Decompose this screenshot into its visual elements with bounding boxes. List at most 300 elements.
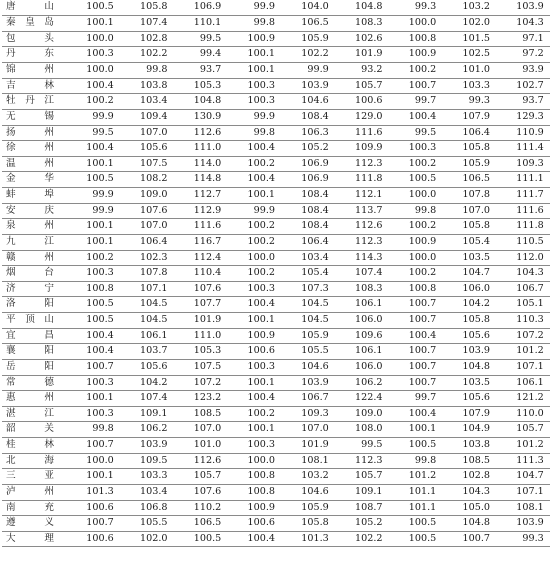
table-row xyxy=(2,16,550,32)
index-value-cell: 104.6 xyxy=(281,359,335,375)
table-row xyxy=(2,531,550,547)
index-value-cell: 100.9 xyxy=(227,328,281,344)
index-value-cell: 111.0 xyxy=(174,328,228,344)
index-value-cell: 107.6 xyxy=(174,484,228,500)
index-value-cell: 106.1 xyxy=(496,375,550,391)
table-row xyxy=(2,63,550,79)
index-value-cell: 106.7 xyxy=(496,281,550,297)
index-value-cell: 100.5 xyxy=(174,531,228,547)
index-value-cell: 101.3 xyxy=(281,531,335,547)
index-value-cell: 106.0 xyxy=(335,313,389,329)
city-name-cell: 岳阳 xyxy=(2,359,66,375)
index-value-cell: 101.2 xyxy=(496,438,550,454)
index-value-cell: 104.5 xyxy=(120,313,174,329)
index-value-cell: 100.7 xyxy=(389,313,443,329)
index-value-cell: 103.4 xyxy=(120,94,174,110)
table-row xyxy=(2,219,550,235)
index-value-cell: 100.7 xyxy=(442,531,496,547)
index-value-cell: 103.9 xyxy=(281,78,335,94)
index-value-cell: 100.3 xyxy=(227,78,281,94)
index-value-cell: 111.6 xyxy=(335,125,389,141)
index-value-cell: 111.3 xyxy=(496,453,550,469)
table-row xyxy=(2,344,550,360)
index-value-cell: 106.2 xyxy=(120,422,174,438)
table-row xyxy=(2,266,550,282)
index-value-cell: 114.3 xyxy=(335,250,389,266)
index-value-cell: 105.6 xyxy=(120,359,174,375)
index-value-cell: 100.1 xyxy=(389,422,443,438)
index-value-cell: 107.2 xyxy=(496,328,550,344)
index-value-cell: 105.6 xyxy=(120,141,174,157)
city-name-cell: 秦皇岛 xyxy=(2,16,66,32)
city-name-cell: 无锡 xyxy=(2,109,66,125)
index-value-cell: 104.3 xyxy=(496,266,550,282)
index-value-cell: 107.5 xyxy=(174,359,228,375)
index-value-cell: 110.3 xyxy=(496,313,550,329)
index-value-cell: 100.2 xyxy=(227,219,281,235)
index-value-cell: 93.7 xyxy=(174,63,228,79)
index-value-cell: 100.0 xyxy=(227,250,281,266)
table-row xyxy=(2,375,550,391)
index-value-cell: 100.1 xyxy=(66,469,120,485)
index-value-cell: 106.5 xyxy=(442,172,496,188)
index-value-cell: 100.1 xyxy=(66,156,120,172)
index-value-cell: 112.3 xyxy=(335,453,389,469)
index-value-cell: 112.6 xyxy=(174,453,228,469)
index-value-cell: 109.1 xyxy=(120,406,174,422)
index-value-cell: 129.0 xyxy=(335,109,389,125)
index-value-cell: 112.6 xyxy=(335,219,389,235)
table-row xyxy=(2,297,550,313)
index-value-cell: 111.4 xyxy=(496,141,550,157)
index-value-cell: 112.9 xyxy=(174,203,228,219)
index-value-cell: 100.7 xyxy=(66,516,120,532)
index-value-cell: 107.9 xyxy=(442,406,496,422)
index-value-cell: 100.4 xyxy=(66,141,120,157)
index-value-cell: 100.9 xyxy=(227,500,281,516)
index-value-cell: 100.7 xyxy=(389,344,443,360)
index-value-cell: 108.0 xyxy=(335,422,389,438)
index-value-cell: 105.4 xyxy=(281,266,335,282)
index-value-cell: 106.0 xyxy=(442,281,496,297)
index-value-cell: 101.0 xyxy=(174,438,228,454)
index-value-cell: 100.3 xyxy=(227,359,281,375)
table-row xyxy=(2,0,550,16)
city-name-cell: 牡丹江 xyxy=(2,94,66,110)
index-value-cell: 106.8 xyxy=(120,500,174,516)
index-value-cell: 99.7 xyxy=(389,94,443,110)
index-value-cell: 100.7 xyxy=(66,438,120,454)
index-value-cell: 122.4 xyxy=(335,391,389,407)
index-value-cell: 109.1 xyxy=(335,484,389,500)
index-value-cell: 106.5 xyxy=(281,16,335,32)
index-value-cell: 106.4 xyxy=(120,234,174,250)
index-value-cell: 100.5 xyxy=(389,516,443,532)
index-value-cell: 105.7 xyxy=(174,469,228,485)
index-value-cell: 100.9 xyxy=(227,31,281,47)
table-row xyxy=(2,250,550,266)
index-value-cell: 105.9 xyxy=(281,31,335,47)
index-value-cell: 99.5 xyxy=(174,31,228,47)
index-value-cell: 100.1 xyxy=(66,234,120,250)
index-value-cell: 100.8 xyxy=(389,281,443,297)
index-value-cell: 114.8 xyxy=(174,172,228,188)
index-value-cell: 104.7 xyxy=(496,469,550,485)
table-row xyxy=(2,391,550,407)
index-value-cell: 103.3 xyxy=(120,469,174,485)
index-value-cell: 112.6 xyxy=(174,125,228,141)
table-row xyxy=(2,203,550,219)
index-value-cell: 102.7 xyxy=(496,78,550,94)
index-value-cell: 100.5 xyxy=(66,172,120,188)
index-value-cell: 105.3 xyxy=(174,78,228,94)
index-value-cell: 101.1 xyxy=(389,500,443,516)
index-value-cell: 107.4 xyxy=(120,391,174,407)
index-value-cell: 105.6 xyxy=(442,391,496,407)
price-index-table xyxy=(2,0,550,547)
index-value-cell: 101.9 xyxy=(281,438,335,454)
index-value-cell: 100.7 xyxy=(389,359,443,375)
index-value-cell: 100.4 xyxy=(227,172,281,188)
index-value-cell: 107.4 xyxy=(335,266,389,282)
index-value-cell: 100.1 xyxy=(66,16,120,32)
index-value-cell: 100.2 xyxy=(227,156,281,172)
index-value-cell: 104.3 xyxy=(496,16,550,32)
index-value-cell: 100.0 xyxy=(66,63,120,79)
index-value-cell: 105.6 xyxy=(442,328,496,344)
table-row xyxy=(2,453,550,469)
index-value-cell: 106.3 xyxy=(281,125,335,141)
index-value-cell: 100.3 xyxy=(66,266,120,282)
index-value-cell: 111.6 xyxy=(174,219,228,235)
index-value-cell: 103.5 xyxy=(442,375,496,391)
index-value-cell: 99.9 xyxy=(66,109,120,125)
city-name-cell: 襄阳 xyxy=(2,344,66,360)
index-value-cell: 100.9 xyxy=(389,234,443,250)
index-value-cell: 100.1 xyxy=(227,47,281,63)
city-name-cell: 锦州 xyxy=(2,63,66,79)
index-value-cell: 108.5 xyxy=(174,406,228,422)
index-value-cell: 100.0 xyxy=(389,250,443,266)
index-value-cell: 102.2 xyxy=(281,47,335,63)
index-value-cell: 108.1 xyxy=(496,500,550,516)
index-value-cell: 107.2 xyxy=(174,375,228,391)
index-value-cell: 106.5 xyxy=(174,516,228,532)
index-value-cell: 100.2 xyxy=(227,266,281,282)
index-value-cell: 97.2 xyxy=(496,47,550,63)
index-value-cell: 100.3 xyxy=(227,281,281,297)
index-value-cell: 111.0 xyxy=(174,141,228,157)
index-value-cell: 107.0 xyxy=(174,422,228,438)
index-value-cell: 100.0 xyxy=(66,31,120,47)
index-value-cell: 112.1 xyxy=(335,188,389,204)
table-row xyxy=(2,109,550,125)
city-name-cell: 烟台 xyxy=(2,266,66,282)
index-value-cell: 107.0 xyxy=(281,422,335,438)
city-name-cell: 九江 xyxy=(2,234,66,250)
city-name-cell: 吉林 xyxy=(2,78,66,94)
index-value-cell: 107.6 xyxy=(174,281,228,297)
index-value-cell: 100.1 xyxy=(227,313,281,329)
index-value-cell: 100.6 xyxy=(66,531,120,547)
index-value-cell: 100.4 xyxy=(389,328,443,344)
index-value-cell: 108.3 xyxy=(335,16,389,32)
index-value-cell: 100.5 xyxy=(66,313,120,329)
index-value-cell: 104.3 xyxy=(442,484,496,500)
index-value-cell: 99.8 xyxy=(227,125,281,141)
index-value-cell: 106.9 xyxy=(281,172,335,188)
city-name-cell: 丹东 xyxy=(2,47,66,63)
index-value-cell: 107.1 xyxy=(120,281,174,297)
index-value-cell: 100.4 xyxy=(227,531,281,547)
index-value-cell: 105.8 xyxy=(442,313,496,329)
index-value-cell: 104.5 xyxy=(281,313,335,329)
index-value-cell: 100.7 xyxy=(389,78,443,94)
city-name-cell: 扬州 xyxy=(2,125,66,141)
index-value-cell: 105.7 xyxy=(335,78,389,94)
index-value-cell: 110.2 xyxy=(174,500,228,516)
table-row xyxy=(2,313,550,329)
index-value-cell: 100.5 xyxy=(66,0,120,16)
city-name-cell: 温州 xyxy=(2,156,66,172)
index-value-cell: 109.5 xyxy=(120,453,174,469)
table-row xyxy=(2,47,550,63)
index-value-cell: 99.8 xyxy=(389,203,443,219)
city-name-cell: 泸州 xyxy=(2,484,66,500)
index-value-cell: 104.8 xyxy=(442,516,496,532)
index-value-cell: 111.6 xyxy=(496,203,550,219)
index-value-cell: 107.4 xyxy=(120,16,174,32)
table-row xyxy=(2,31,550,47)
index-value-cell: 101.9 xyxy=(174,313,228,329)
index-value-cell: 105.2 xyxy=(281,141,335,157)
index-value-cell: 108.4 xyxy=(281,203,335,219)
index-value-cell: 99.8 xyxy=(227,16,281,32)
index-value-cell: 111.7 xyxy=(496,188,550,204)
index-value-cell: 100.2 xyxy=(66,94,120,110)
city-name-cell: 金华 xyxy=(2,172,66,188)
index-value-cell: 93.7 xyxy=(496,94,550,110)
table-row xyxy=(2,422,550,438)
index-value-cell: 106.1 xyxy=(120,328,174,344)
index-value-cell: 100.4 xyxy=(66,328,120,344)
index-value-cell: 107.8 xyxy=(120,266,174,282)
index-value-cell: 102.0 xyxy=(120,531,174,547)
index-value-cell: 106.1 xyxy=(335,297,389,313)
index-value-cell: 116.7 xyxy=(174,234,228,250)
table-row xyxy=(2,234,550,250)
index-value-cell: 100.8 xyxy=(227,484,281,500)
index-value-cell: 100.4 xyxy=(227,141,281,157)
city-name-cell: 安庆 xyxy=(2,203,66,219)
index-value-cell: 100.7 xyxy=(66,359,120,375)
index-value-cell: 110.1 xyxy=(174,16,228,32)
index-value-cell: 103.2 xyxy=(281,469,335,485)
index-value-cell: 105.8 xyxy=(281,516,335,532)
index-value-cell: 109.6 xyxy=(335,328,389,344)
index-value-cell: 100.4 xyxy=(66,78,120,94)
table-row xyxy=(2,141,550,157)
index-value-cell: 112.4 xyxy=(174,250,228,266)
index-value-cell: 100.2 xyxy=(389,219,443,235)
city-name-cell: 桂林 xyxy=(2,438,66,454)
index-value-cell: 100.1 xyxy=(227,188,281,204)
index-value-cell: 112.0 xyxy=(496,250,550,266)
city-name-cell: 洛阳 xyxy=(2,297,66,313)
index-value-cell: 100.3 xyxy=(389,141,443,157)
table-row xyxy=(2,328,550,344)
index-value-cell: 109.3 xyxy=(281,406,335,422)
city-name-cell: 三亚 xyxy=(2,469,66,485)
index-value-cell: 123.2 xyxy=(174,391,228,407)
table-row xyxy=(2,469,550,485)
index-value-cell: 105.5 xyxy=(120,516,174,532)
city-name-cell: 泉州 xyxy=(2,219,66,235)
index-value-cell: 103.7 xyxy=(120,344,174,360)
index-value-cell: 100.6 xyxy=(335,94,389,110)
city-name-cell: 包头 xyxy=(2,31,66,47)
index-value-cell: 112.7 xyxy=(174,188,228,204)
index-value-cell: 100.0 xyxy=(66,453,120,469)
index-value-cell: 105.7 xyxy=(335,469,389,485)
city-name-cell: 唐山 xyxy=(2,0,66,16)
index-value-cell: 104.9 xyxy=(442,422,496,438)
index-value-cell: 105.8 xyxy=(442,219,496,235)
index-value-cell: 100.2 xyxy=(227,234,281,250)
index-value-cell: 112.3 xyxy=(335,234,389,250)
index-value-cell: 106.4 xyxy=(442,125,496,141)
index-value-cell: 107.1 xyxy=(496,484,550,500)
city-name-cell: 韶关 xyxy=(2,422,66,438)
index-value-cell: 107.9 xyxy=(442,109,496,125)
index-value-cell: 103.9 xyxy=(281,375,335,391)
city-name-cell: 济宁 xyxy=(2,281,66,297)
city-name-cell: 遵义 xyxy=(2,516,66,532)
index-value-cell: 101.5 xyxy=(442,31,496,47)
index-value-cell: 101.9 xyxy=(335,47,389,63)
index-value-cell: 113.7 xyxy=(335,203,389,219)
index-value-cell: 103.8 xyxy=(442,438,496,454)
index-value-cell: 99.7 xyxy=(389,391,443,407)
index-value-cell: 100.2 xyxy=(389,266,443,282)
table-row xyxy=(2,156,550,172)
index-value-cell: 105.5 xyxy=(281,344,335,360)
index-value-cell: 105.9 xyxy=(281,500,335,516)
index-value-cell: 100.3 xyxy=(227,438,281,454)
index-value-cell: 104.5 xyxy=(281,297,335,313)
index-value-cell: 104.8 xyxy=(174,94,228,110)
index-value-cell: 108.5 xyxy=(442,453,496,469)
index-value-cell: 101.2 xyxy=(389,469,443,485)
city-name-cell: 宜昌 xyxy=(2,328,66,344)
index-value-cell: 105.8 xyxy=(442,141,496,157)
index-value-cell: 103.3 xyxy=(442,78,496,94)
index-value-cell: 100.4 xyxy=(66,344,120,360)
index-value-cell: 103.5 xyxy=(442,250,496,266)
index-value-cell: 104.8 xyxy=(442,359,496,375)
index-value-cell: 102.8 xyxy=(442,469,496,485)
index-value-cell: 100.1 xyxy=(66,391,120,407)
index-value-cell: 111.1 xyxy=(496,172,550,188)
index-value-cell: 107.7 xyxy=(174,297,228,313)
index-value-cell: 99.9 xyxy=(227,203,281,219)
index-value-cell: 99.5 xyxy=(389,125,443,141)
index-value-cell: 101.0 xyxy=(442,63,496,79)
price-index-table-sheet xyxy=(2,0,544,547)
index-value-cell: 107.5 xyxy=(120,156,174,172)
index-value-cell: 100.4 xyxy=(227,297,281,313)
index-value-cell: 105.1 xyxy=(496,297,550,313)
index-value-cell: 104.6 xyxy=(281,94,335,110)
index-value-cell: 100.1 xyxy=(227,375,281,391)
index-value-cell: 103.4 xyxy=(120,484,174,500)
index-value-cell: 109.9 xyxy=(335,141,389,157)
table-row xyxy=(2,359,550,375)
index-value-cell: 99.4 xyxy=(174,47,228,63)
city-name-cell: 北海 xyxy=(2,453,66,469)
index-value-cell: 100.2 xyxy=(66,250,120,266)
table-row xyxy=(2,94,550,110)
index-value-cell: 108.4 xyxy=(281,188,335,204)
index-value-cell: 111.8 xyxy=(335,172,389,188)
index-value-cell: 110.5 xyxy=(496,234,550,250)
index-value-cell: 108.3 xyxy=(335,281,389,297)
index-value-cell: 111.8 xyxy=(496,219,550,235)
index-value-cell: 99.3 xyxy=(442,94,496,110)
index-value-cell: 102.6 xyxy=(335,31,389,47)
table-row xyxy=(2,281,550,297)
index-value-cell: 100.6 xyxy=(227,516,281,532)
city-name-cell: 惠州 xyxy=(2,391,66,407)
index-value-cell: 102.5 xyxy=(442,47,496,63)
index-value-cell: 100.8 xyxy=(389,31,443,47)
index-value-cell: 100.1 xyxy=(66,219,120,235)
index-value-cell: 101.3 xyxy=(66,484,120,500)
index-value-cell: 99.9 xyxy=(227,109,281,125)
index-value-cell: 100.4 xyxy=(389,406,443,422)
index-value-cell: 110.4 xyxy=(174,266,228,282)
index-value-cell: 103.4 xyxy=(281,250,335,266)
index-value-cell: 109.0 xyxy=(120,188,174,204)
index-value-cell: 99.9 xyxy=(281,63,335,79)
index-value-cell: 109.0 xyxy=(335,406,389,422)
index-value-cell: 103.9 xyxy=(496,516,550,532)
index-value-cell: 100.5 xyxy=(389,531,443,547)
index-value-cell: 102.2 xyxy=(335,531,389,547)
index-value-cell: 103.9 xyxy=(496,0,550,16)
index-value-cell: 100.6 xyxy=(227,344,281,360)
index-value-cell: 100.3 xyxy=(227,94,281,110)
index-value-cell: 100.5 xyxy=(66,297,120,313)
table-row xyxy=(2,172,550,188)
index-value-cell: 104.2 xyxy=(120,375,174,391)
index-value-cell: 105.8 xyxy=(120,0,174,16)
table-body xyxy=(2,0,550,547)
index-value-cell: 100.2 xyxy=(389,156,443,172)
index-value-cell: 114.0 xyxy=(174,156,228,172)
index-value-cell: 107.6 xyxy=(120,203,174,219)
index-value-cell: 100.7 xyxy=(389,375,443,391)
index-value-cell: 100.0 xyxy=(389,188,443,204)
index-value-cell: 93.2 xyxy=(335,63,389,79)
index-value-cell: 106.0 xyxy=(335,359,389,375)
index-value-cell: 101.1 xyxy=(389,484,443,500)
table-row xyxy=(2,438,550,454)
index-value-cell: 106.4 xyxy=(281,234,335,250)
index-value-cell: 104.5 xyxy=(120,297,174,313)
index-value-cell: 99.9 xyxy=(66,188,120,204)
index-value-cell: 100.1 xyxy=(227,63,281,79)
